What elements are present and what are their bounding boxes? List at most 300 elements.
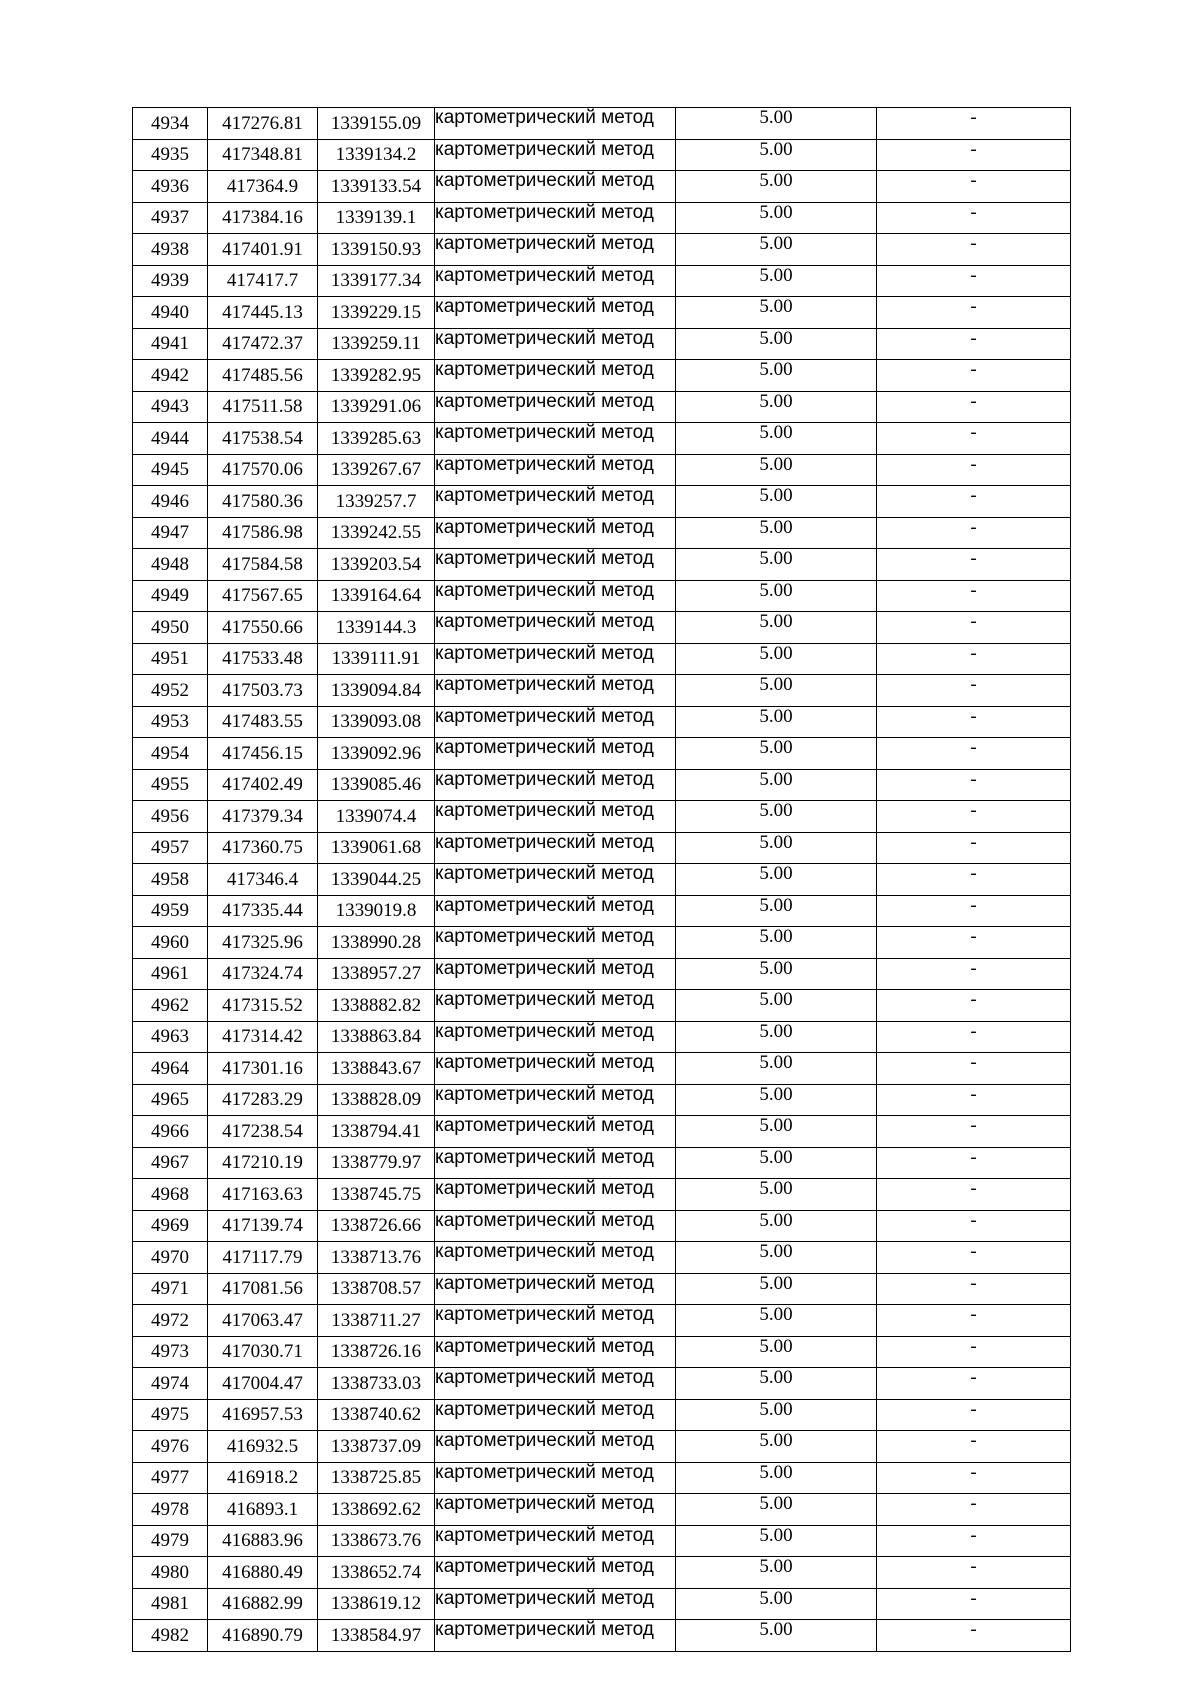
table-row [133,612,1071,644]
table-row [133,423,1071,455]
y-coordinate-cell: 1339092.96 [318,738,435,770]
point-number-cell: 4966 [133,1116,208,1148]
x-coordinate-cell: 417401.91 [208,234,318,266]
accuracy-cell: 5.00 [676,895,877,927]
accuracy-cell: 5.00 [676,1525,877,1557]
point-number-cell: 4956 [133,801,208,833]
table-row [133,234,1071,266]
point-number-cell: 4967 [133,1147,208,1179]
coordinates-table [132,107,1071,1652]
x-coordinate-cell: 417325.96 [208,927,318,959]
x-coordinate-cell: 417004.47 [208,1368,318,1400]
method-cell: картометрический метод [435,580,676,612]
y-coordinate-cell: 1339229.15 [318,297,435,329]
x-coordinate-cell: 417163.63 [208,1179,318,1211]
accuracy-cell: 5.00 [676,1305,877,1337]
note-cell: - [877,990,1071,1022]
x-coordinate-cell: 417276.81 [208,108,318,140]
note-cell: - [877,391,1071,423]
point-number-cell: 4944 [133,423,208,455]
note-cell: - [877,234,1071,266]
x-coordinate-cell: 417503.73 [208,675,318,707]
method-cell: картометрический метод [435,1462,676,1494]
y-coordinate-cell: 1339074.4 [318,801,435,833]
point-number-cell: 4938 [133,234,208,266]
note-cell: - [877,612,1071,644]
table-row [133,391,1071,423]
note-cell: - [877,738,1071,770]
x-coordinate-cell: 417402.49 [208,769,318,801]
accuracy-cell: 5.00 [676,202,877,234]
point-number-cell: 4937 [133,202,208,234]
note-cell: - [877,1273,1071,1305]
x-coordinate-cell: 416957.53 [208,1399,318,1431]
y-coordinate-cell: 1338990.28 [318,927,435,959]
point-number-cell: 4948 [133,549,208,581]
x-coordinate-cell: 417570.06 [208,454,318,486]
method-cell: картометрический метод [435,612,676,644]
y-coordinate-cell: 1338713.76 [318,1242,435,1274]
point-number-cell: 4947 [133,517,208,549]
table-row [133,171,1071,203]
x-coordinate-cell: 417379.34 [208,801,318,833]
note-cell: - [877,675,1071,707]
note-cell: - [877,927,1071,959]
y-coordinate-cell: 1338740.62 [318,1399,435,1431]
method-cell: картометрический метод [435,1399,676,1431]
method-cell: картометрический метод [435,1525,676,1557]
method-cell: картометрический метод [435,1116,676,1148]
method-cell: картометрический метод [435,990,676,1022]
point-number-cell: 4969 [133,1210,208,1242]
x-coordinate-cell: 417483.55 [208,706,318,738]
accuracy-cell: 5.00 [676,171,877,203]
method-cell: картометрический метод [435,769,676,801]
note-cell: - [877,958,1071,990]
point-number-cell: 4939 [133,265,208,297]
y-coordinate-cell: 1338863.84 [318,1021,435,1053]
accuracy-cell: 5.00 [676,990,877,1022]
x-coordinate-cell: 417301.16 [208,1053,318,1085]
x-coordinate-cell: 417533.48 [208,643,318,675]
y-coordinate-cell: 1339267.67 [318,454,435,486]
table-row [133,328,1071,360]
y-coordinate-cell: 1338779.97 [318,1147,435,1179]
note-cell: - [877,864,1071,896]
y-coordinate-cell: 1338584.97 [318,1620,435,1652]
x-coordinate-cell: 417117.79 [208,1242,318,1274]
y-coordinate-cell: 1339094.84 [318,675,435,707]
accuracy-cell: 5.00 [676,832,877,864]
y-coordinate-cell: 1338692.62 [318,1494,435,1526]
method-cell: картометрический метод [435,454,676,486]
method-cell: картометрический метод [435,1021,676,1053]
accuracy-cell: 5.00 [676,1431,877,1463]
note-cell: - [877,801,1071,833]
note-cell: - [877,1147,1071,1179]
note-cell: - [877,171,1071,203]
method-cell: картометрический метод [435,1084,676,1116]
accuracy-cell: 5.00 [676,360,877,392]
x-coordinate-cell: 416882.99 [208,1588,318,1620]
method-cell: картометрический метод [435,1588,676,1620]
accuracy-cell: 5.00 [676,864,877,896]
note-cell: - [877,643,1071,675]
method-cell: картометрический метод [435,265,676,297]
note-cell: - [877,1021,1071,1053]
table-row [133,139,1071,171]
x-coordinate-cell: 417335.44 [208,895,318,927]
method-cell: картометрический метод [435,738,676,770]
x-coordinate-cell: 417081.56 [208,1273,318,1305]
point-number-cell: 4957 [133,832,208,864]
accuracy-cell: 5.00 [676,612,877,644]
method-cell: картометрический метод [435,549,676,581]
point-number-cell: 4975 [133,1399,208,1431]
y-coordinate-cell: 1339150.93 [318,234,435,266]
accuracy-cell: 5.00 [676,108,877,140]
accuracy-cell: 5.00 [676,1179,877,1211]
table-row [133,1242,1071,1274]
y-coordinate-cell: 1339242.55 [318,517,435,549]
accuracy-cell: 5.00 [676,1084,877,1116]
y-coordinate-cell: 1338794.41 [318,1116,435,1148]
accuracy-cell: 5.00 [676,139,877,171]
x-coordinate-cell: 416880.49 [208,1557,318,1589]
point-number-cell: 4942 [133,360,208,392]
note-cell: - [877,1053,1071,1085]
accuracy-cell: 5.00 [676,486,877,518]
x-coordinate-cell: 417584.58 [208,549,318,581]
point-number-cell: 4962 [133,990,208,1022]
note-cell: - [877,1210,1071,1242]
method-cell: картометрический метод [435,1147,676,1179]
accuracy-cell: 5.00 [676,801,877,833]
accuracy-cell: 5.00 [676,391,877,423]
table-row [133,1273,1071,1305]
note-cell: - [877,108,1071,140]
note-cell: - [877,1179,1071,1211]
table-row [133,1525,1071,1557]
accuracy-cell: 5.00 [676,580,877,612]
x-coordinate-cell: 416890.79 [208,1620,318,1652]
point-number-cell: 4968 [133,1179,208,1211]
accuracy-cell: 5.00 [676,706,877,738]
y-coordinate-cell: 1339061.68 [318,832,435,864]
note-cell: - [877,549,1071,581]
y-coordinate-cell: 1338957.27 [318,958,435,990]
note-cell: - [877,706,1071,738]
note-cell: - [877,1620,1071,1652]
table-row [133,738,1071,770]
point-number-cell: 4976 [133,1431,208,1463]
x-coordinate-cell: 417550.66 [208,612,318,644]
x-coordinate-cell: 417586.98 [208,517,318,549]
method-cell: картометрический метод [435,1273,676,1305]
x-coordinate-cell: 417511.58 [208,391,318,423]
note-cell: - [877,1588,1071,1620]
y-coordinate-cell: 1338673.76 [318,1525,435,1557]
y-coordinate-cell: 1339203.54 [318,549,435,581]
note-cell: - [877,1462,1071,1494]
x-coordinate-cell: 417238.54 [208,1116,318,1148]
accuracy-cell: 5.00 [676,769,877,801]
y-coordinate-cell: 1339085.46 [318,769,435,801]
method-cell: картометрический метод [435,297,676,329]
table-row [133,1494,1071,1526]
y-coordinate-cell: 1339093.08 [318,706,435,738]
y-coordinate-cell: 1339139.1 [318,202,435,234]
table-row [133,1588,1071,1620]
point-number-cell: 4946 [133,486,208,518]
method-cell: картометрический метод [435,328,676,360]
x-coordinate-cell: 417364.9 [208,171,318,203]
point-number-cell: 4950 [133,612,208,644]
y-coordinate-cell: 1338843.67 [318,1053,435,1085]
y-coordinate-cell: 1338882.82 [318,990,435,1022]
table-row [133,517,1071,549]
table-row [133,202,1071,234]
note-cell: - [877,1557,1071,1589]
coordinates-table-body [133,108,1071,1652]
x-coordinate-cell: 417139.74 [208,1210,318,1242]
point-number-cell: 4952 [133,675,208,707]
method-cell: картометрический метод [435,675,676,707]
note-cell: - [877,265,1071,297]
y-coordinate-cell: 1338725.85 [318,1462,435,1494]
method-cell: картометрический метод [435,958,676,990]
table-row [133,1557,1071,1589]
point-number-cell: 4974 [133,1368,208,1400]
note-cell: - [877,1399,1071,1431]
accuracy-cell: 5.00 [676,234,877,266]
table-row [133,1053,1071,1085]
point-number-cell: 4953 [133,706,208,738]
method-cell: картометрический метод [435,1053,676,1085]
x-coordinate-cell: 417485.56 [208,360,318,392]
note-cell: - [877,139,1071,171]
method-cell: картометрический метод [435,108,676,140]
accuracy-cell: 5.00 [676,549,877,581]
accuracy-cell: 5.00 [676,1273,877,1305]
point-number-cell: 4949 [133,580,208,612]
point-number-cell: 4970 [133,1242,208,1274]
table-row [133,706,1071,738]
accuracy-cell: 5.00 [676,328,877,360]
accuracy-cell: 5.00 [676,1336,877,1368]
point-number-cell: 4934 [133,108,208,140]
point-number-cell: 4977 [133,1462,208,1494]
table-row [133,927,1071,959]
y-coordinate-cell: 1339259.11 [318,328,435,360]
x-coordinate-cell: 417472.37 [208,328,318,360]
accuracy-cell: 5.00 [676,297,877,329]
table-row [133,990,1071,1022]
accuracy-cell: 5.00 [676,423,877,455]
point-number-cell: 4981 [133,1588,208,1620]
point-number-cell: 4959 [133,895,208,927]
note-cell: - [877,454,1071,486]
method-cell: картометрический метод [435,706,676,738]
table-row [133,864,1071,896]
method-cell: картометрический метод [435,864,676,896]
note-cell: - [877,580,1071,612]
note-cell: - [877,769,1071,801]
note-cell: - [877,1084,1071,1116]
method-cell: картометрический метод [435,423,676,455]
point-number-cell: 4955 [133,769,208,801]
accuracy-cell: 5.00 [676,1210,877,1242]
note-cell: - [877,328,1071,360]
x-coordinate-cell: 417417.7 [208,265,318,297]
point-number-cell: 4961 [133,958,208,990]
point-number-cell: 4936 [133,171,208,203]
point-number-cell: 4960 [133,927,208,959]
note-cell: - [877,486,1071,518]
x-coordinate-cell: 417360.75 [208,832,318,864]
method-cell: картометрический метод [435,202,676,234]
point-number-cell: 4973 [133,1336,208,1368]
table-row [133,1368,1071,1400]
accuracy-cell: 5.00 [676,1494,877,1526]
x-coordinate-cell: 417348.81 [208,139,318,171]
note-cell: - [877,1305,1071,1337]
x-coordinate-cell: 417210.19 [208,1147,318,1179]
method-cell: картометрический метод [435,1494,676,1526]
point-number-cell: 4943 [133,391,208,423]
y-coordinate-cell: 1338745.75 [318,1179,435,1211]
note-cell: - [877,1494,1071,1526]
y-coordinate-cell: 1339111.91 [318,643,435,675]
accuracy-cell: 5.00 [676,1021,877,1053]
x-coordinate-cell: 417030.71 [208,1336,318,1368]
point-number-cell: 4954 [133,738,208,770]
table-row [133,486,1071,518]
accuracy-cell: 5.00 [676,1368,877,1400]
note-cell: - [877,1368,1071,1400]
method-cell: картометрический метод [435,1179,676,1211]
table-row [133,769,1071,801]
point-number-cell: 4941 [133,328,208,360]
accuracy-cell: 5.00 [676,454,877,486]
y-coordinate-cell: 1338711.27 [318,1305,435,1337]
y-coordinate-cell: 1339155.09 [318,108,435,140]
table-row [133,108,1071,140]
table-row [133,675,1071,707]
y-coordinate-cell: 1338652.74 [318,1557,435,1589]
y-coordinate-cell: 1338726.16 [318,1336,435,1368]
accuracy-cell: 5.00 [676,1588,877,1620]
y-coordinate-cell: 1339177.34 [318,265,435,297]
y-coordinate-cell: 1339282.95 [318,360,435,392]
table-row [133,832,1071,864]
table-row [133,580,1071,612]
point-number-cell: 4965 [133,1084,208,1116]
x-coordinate-cell: 417283.29 [208,1084,318,1116]
note-cell: - [877,360,1071,392]
accuracy-cell: 5.00 [676,958,877,990]
method-cell: картометрический метод [435,360,676,392]
y-coordinate-cell: 1339164.64 [318,580,435,612]
accuracy-cell: 5.00 [676,1116,877,1148]
accuracy-cell: 5.00 [676,1620,877,1652]
method-cell: картометрический метод [435,1336,676,1368]
table-row [133,1210,1071,1242]
table-row [133,360,1071,392]
table-row [133,801,1071,833]
table-row [133,1179,1071,1211]
method-cell: картометрический метод [435,1557,676,1589]
x-coordinate-cell: 417567.65 [208,580,318,612]
method-cell: картометрический метод [435,1368,676,1400]
method-cell: картометрический метод [435,801,676,833]
note-cell: - [877,895,1071,927]
point-number-cell: 4935 [133,139,208,171]
table-row [133,297,1071,329]
table-row [133,1116,1071,1148]
table-row [133,643,1071,675]
note-cell: - [877,517,1071,549]
method-cell: картометрический метод [435,1431,676,1463]
y-coordinate-cell: 1338726.66 [318,1210,435,1242]
method-cell: картометрический метод [435,139,676,171]
point-number-cell: 4980 [133,1557,208,1589]
accuracy-cell: 5.00 [676,1053,877,1085]
accuracy-cell: 5.00 [676,1557,877,1589]
note-cell: - [877,1116,1071,1148]
method-cell: картометрический метод [435,1620,676,1652]
method-cell: картометрический метод [435,643,676,675]
table-row [133,1399,1071,1431]
table-row [133,1462,1071,1494]
x-coordinate-cell: 417456.15 [208,738,318,770]
y-coordinate-cell: 1338737.09 [318,1431,435,1463]
table-row [133,1021,1071,1053]
method-cell: картометрический метод [435,1210,676,1242]
method-cell: картометрический метод [435,895,676,927]
y-coordinate-cell: 1339044.25 [318,864,435,896]
point-number-cell: 4963 [133,1021,208,1053]
method-cell: картометрический метод [435,1242,676,1274]
table-row [133,1620,1071,1652]
accuracy-cell: 5.00 [676,927,877,959]
x-coordinate-cell: 416883.96 [208,1525,318,1557]
method-cell: картометрический метод [435,832,676,864]
x-coordinate-cell: 416893.1 [208,1494,318,1526]
method-cell: картометрический метод [435,927,676,959]
accuracy-cell: 5.00 [676,265,877,297]
table-row [133,549,1071,581]
point-number-cell: 4982 [133,1620,208,1652]
x-coordinate-cell: 416918.2 [208,1462,318,1494]
x-coordinate-cell: 417063.47 [208,1305,318,1337]
table-row [133,1147,1071,1179]
table-row [133,1431,1071,1463]
note-cell: - [877,1431,1071,1463]
y-coordinate-cell: 1339285.63 [318,423,435,455]
table-row [133,958,1071,990]
accuracy-cell: 5.00 [676,738,877,770]
note-cell: - [877,832,1071,864]
y-coordinate-cell: 1339019.8 [318,895,435,927]
y-coordinate-cell: 1338733.03 [318,1368,435,1400]
x-coordinate-cell: 417315.52 [208,990,318,1022]
table-row [133,454,1071,486]
y-coordinate-cell: 1338708.57 [318,1273,435,1305]
x-coordinate-cell: 417445.13 [208,297,318,329]
table-row [133,265,1071,297]
point-number-cell: 4978 [133,1494,208,1526]
